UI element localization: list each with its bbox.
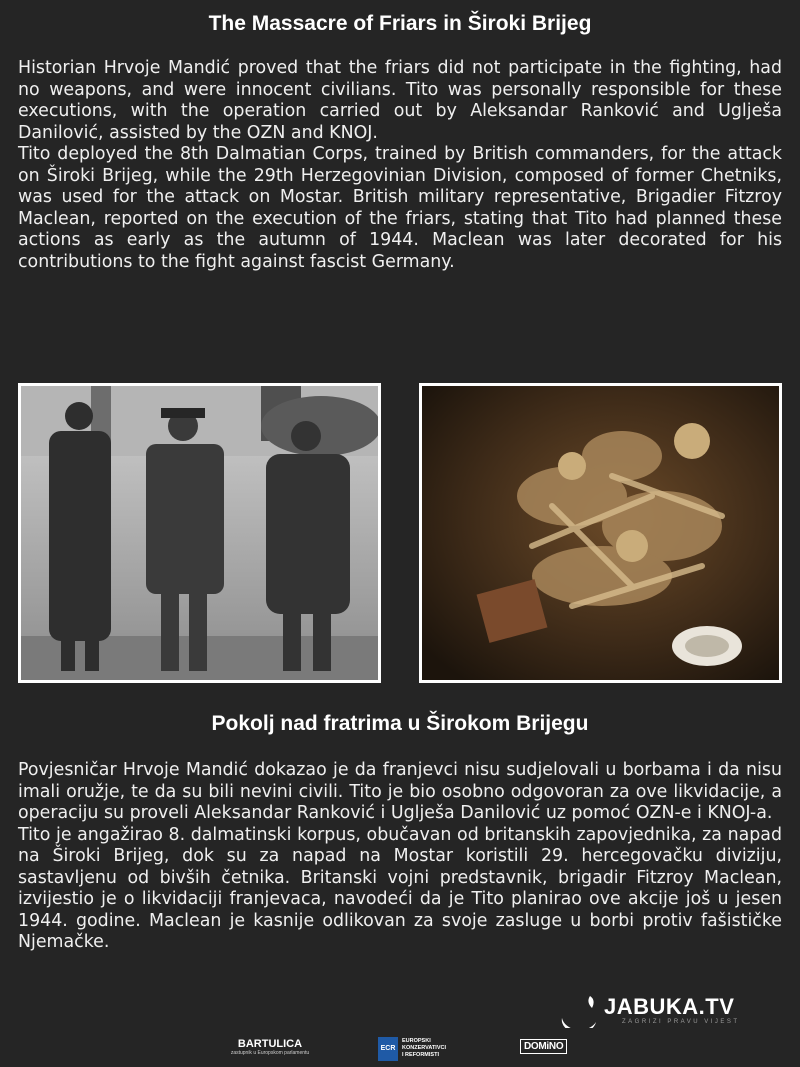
remains-photo-illustration [422,386,779,680]
apple-crescent-icon [556,992,600,1028]
historical-photo-remains [419,383,782,683]
bartulica-logo [225,1030,315,1056]
domino-name: DOMiNO [520,1039,567,1054]
jabuka-tagline: ZAGRIZI PRAVU VIJEST [622,1019,740,1025]
historical-photo-officers [18,383,381,683]
english-paragraph-2: Tito deployed the 8th Dalmatian Corps, trained by British commanders, for the attack on Široki Brijeg, while the 29th Herzegovinian Division, composed of former Chetniks, was used for the attack on Mostar. British military representative, Brigadier Fitzroy Maclean, reported on the execution of the friars, stating that Tito had planned these actions as early as the autumn of 1944. Maclean was later decorated for his contributions to the fight against fascist Germany. [18,144,782,272]
jabuka-name: JABUKA.TV [604,994,735,1019]
ecr-badge: ECR [378,1037,398,1061]
jabuka-tv-logo [556,992,786,1032]
bartulica-name: BARTULICA [237,1038,303,1050]
ecr-line-2: KONZERVATIVCI [402,1045,447,1051]
officers-photo-illustration [21,386,378,680]
domino-logo [520,1030,580,1054]
croatian-paragraph-2: Tito je angažirao 8. dalmatinski korpus, obučavan od britanskih zapovjednika, za napad na Široki Brijeg, dok su za napad na Mostar koristili 29. hercegovačku diviziju, sastavljenu od bivših četnika. Britanski vojni predstavnik, brigadir Fitzroy Maclean, izvijestio je o likvidaciji franjevaca, navodeći da je Tito planirao ove akcije još u jesen 1944. godine. Maclean je kasnije odlikovan za svoje zasluge u borbi protiv fašističke Njemačke. [18,824,782,952]
ecr-text [402,1038,472,1059]
english-title: The Massacre of Friars in Široki Brijeg [208,12,592,35]
croatian-title: Pokolj nad fratrima u Širokom Brijegu [211,712,589,735]
ecr-line-1: EUROPSKI [402,1038,431,1044]
croatian-body [18,760,782,954]
ecr-line-3: I REFORMISTI [402,1052,439,1058]
sponsor-footer [0,1030,800,1067]
english-paragraph-1: Historian Hrvoje Mandić proved that the friars did not participate in the fighting, had no weapons, and were innocent civilians. Tito was personally responsible for these executions, with the operation carried out by Aleksandar Ranković and Uglješa Danilović, assisted by the OZN and KNOJ. [18,58,782,143]
croatian-paragraph-1: Povjesničar Hrvoje Mandić dokazao je da franjevci nisu sudjelovali u borbama i da nisu imali oružje, te da su bili nevini civili. Tito je bio osobno odgovoran za ove likvidacije, a operaciju su proveli Aleksandar Ranković i Uglješa Danilović uz pomoć OZN-e i KNOJ-a. [18,760,782,823]
bartulica-subtitle: zastupnik u Europskom parlamentu [230,1050,310,1056]
english-body [18,58,782,273]
